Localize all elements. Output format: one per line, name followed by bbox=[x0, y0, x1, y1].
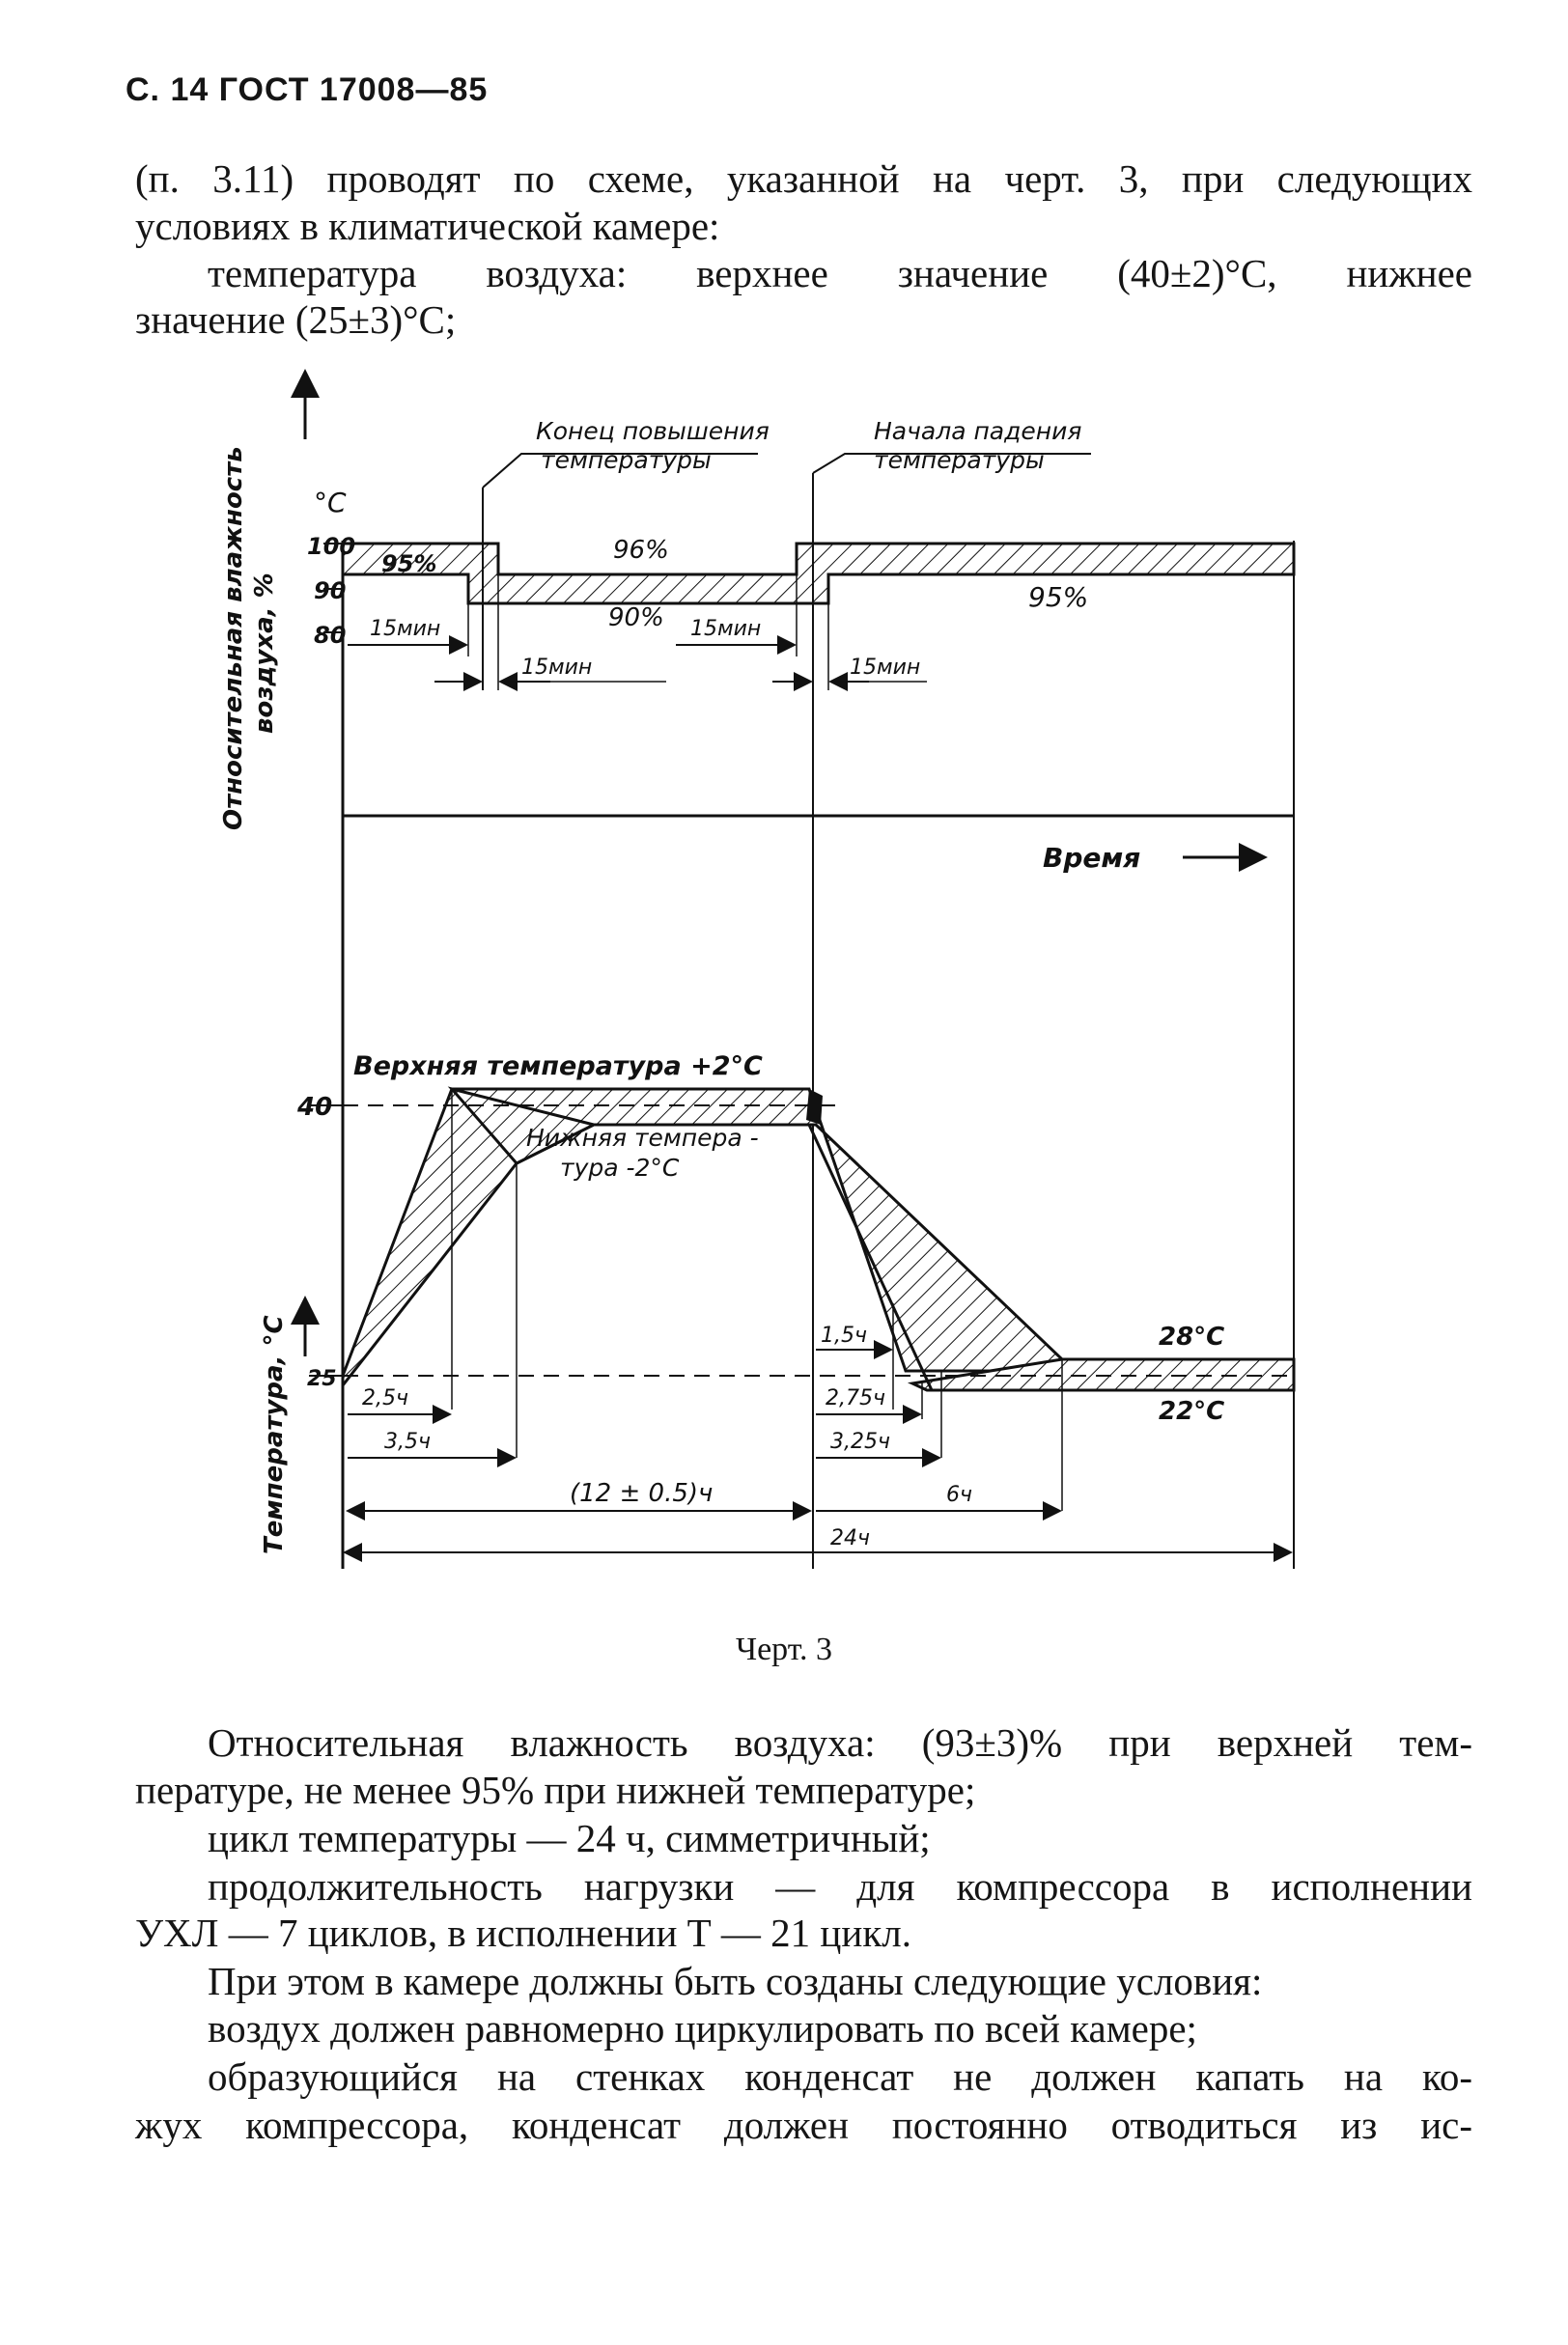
duration-2-75: 2,75ч bbox=[826, 1386, 885, 1410]
label-95-right: 95% bbox=[1028, 581, 1089, 613]
label-28: 28°С bbox=[1159, 1323, 1225, 1352]
duration-2-5: 2,5ч bbox=[362, 1386, 408, 1410]
label-15min: 15мин bbox=[521, 656, 593, 680]
text-line: продолжительность нагрузки — для компрессора в исполнении bbox=[208, 1864, 1472, 1909]
page-header: С. 14 ГОСТ 17008—85 bbox=[126, 71, 489, 108]
humidity-band bbox=[343, 544, 1294, 603]
label-15min: 15мин bbox=[370, 617, 441, 641]
text-line: УХЛ — 7 циклов, в исполнении Т — 21 цикл. bbox=[135, 1911, 911, 1955]
text-line: условиях в климатической камере: bbox=[135, 204, 720, 248]
duration-12: (12 ± 0.5)ч bbox=[570, 1479, 714, 1508]
tick-90: 90 bbox=[314, 577, 347, 604]
lower-temperature-label-2: тура -2°С bbox=[560, 1154, 680, 1182]
label-95-left: 95% bbox=[381, 550, 437, 577]
text-line: образующийся на стенках конденсат не должен капать на ко- bbox=[208, 2054, 1472, 2099]
lower-temperature-label: Нижняя темпера - bbox=[526, 1124, 759, 1152]
annotation-end-rise-2: температуры bbox=[541, 446, 712, 474]
upper-temperature-label: Верхняя температура +2°С bbox=[353, 1051, 763, 1081]
label-90: 90% bbox=[608, 603, 664, 632]
label-22: 22°С bbox=[1159, 1397, 1225, 1426]
duration-1-5: 1,5ч bbox=[821, 1324, 867, 1348]
annotation-end-rise: Конец повышения bbox=[536, 417, 770, 445]
text-line: температура воздуха: верхнее значение (40±2)°С, нижнее bbox=[208, 251, 1472, 295]
text-line: Относительная влажность воздуха: (93±3)% при верхней тем- bbox=[208, 1720, 1472, 1765]
duration-3-25: 3,25ч bbox=[830, 1430, 890, 1454]
text-line: жух компрессора, конденсат должен постоянно отводиться из ис- bbox=[135, 2103, 1472, 2147]
tick-25: 25 bbox=[307, 1367, 337, 1391]
duration-6: 6ч bbox=[946, 1483, 972, 1507]
temperature-axis-label: Температура, °С bbox=[260, 1315, 289, 1554]
duration-3-5: 3,5ч bbox=[384, 1430, 431, 1454]
tick-40: 40 bbox=[297, 1093, 333, 1122]
text-line: цикл температуры — 24 ч, симметричный; bbox=[208, 1816, 931, 1860]
humidity-axis-label: Относительная влажность bbox=[219, 446, 248, 830]
label-15min: 15мин bbox=[690, 617, 762, 641]
humidity-axis-label-2: воздуха, % bbox=[250, 572, 279, 734]
temperature-panel bbox=[260, 1051, 1294, 1554]
tick-100: 100 bbox=[307, 533, 356, 560]
annotation-start-fall-2: температуры bbox=[874, 446, 1045, 474]
duration-24: 24ч bbox=[830, 1526, 870, 1550]
time-label: Время bbox=[1043, 842, 1141, 874]
label-96: 96% bbox=[613, 536, 669, 565]
text-line: При этом в камере должны быть созданы следующие условия: bbox=[208, 1959, 1263, 2003]
tick-80: 80 bbox=[314, 622, 347, 649]
label-15min: 15мин bbox=[850, 656, 921, 680]
humidity-unit: °C bbox=[314, 487, 347, 518]
text-line: воздух должен равномерно циркулировать по всей камере; bbox=[208, 2006, 1197, 2051]
text-line: (п. 3.11) проводят по схеме, указанной на черт. 3, при следующих bbox=[135, 156, 1472, 201]
text-line: пературе, не менее 95% при нижней температуре; bbox=[135, 1768, 976, 1812]
text-line: значение (25±3)°С; bbox=[135, 297, 457, 342]
figure-caption: Черт. 3 bbox=[735, 1632, 833, 1667]
annotation-start-fall: Начала падения bbox=[874, 417, 1082, 445]
